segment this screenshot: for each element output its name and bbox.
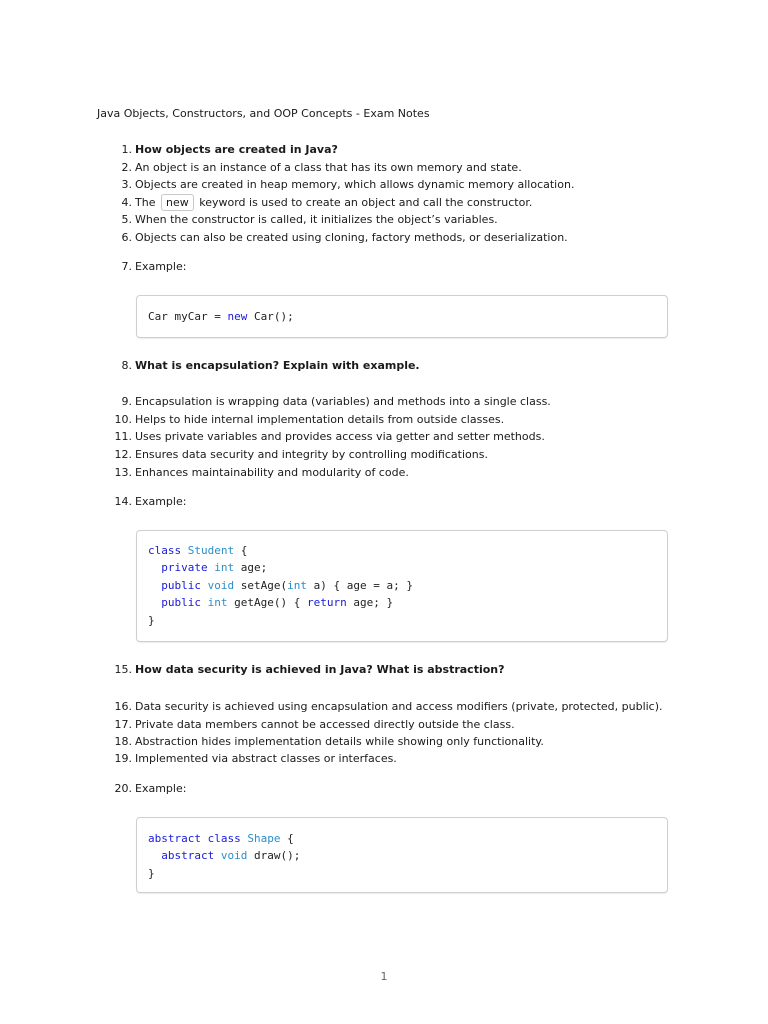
code-token: setAge(	[234, 579, 288, 592]
code-keyword: public	[161, 596, 201, 609]
code-token: age;	[234, 561, 268, 574]
item-number: 6.	[121, 231, 132, 244]
code-line	[148, 594, 393, 611]
item-text: Private data members cannot be accessed directly outside the class.	[135, 718, 515, 731]
code-line	[148, 559, 267, 576]
code-type: Student	[187, 544, 235, 557]
code-indent	[148, 596, 161, 609]
code-line	[148, 577, 413, 594]
code-keyword: class	[148, 544, 182, 557]
item-text: Helps to hide internal implementation details from outside classes.	[135, 413, 505, 426]
item-number: 18.	[114, 735, 132, 748]
code-keyword: abstract	[161, 849, 215, 862]
code-token: }	[148, 867, 155, 880]
item-number: 20.	[114, 782, 132, 795]
code-token	[201, 832, 208, 845]
code-token: Car();	[247, 310, 294, 323]
item-text: An object is an instance of a class that has its own memory and state.	[135, 161, 522, 174]
item-text: Objects are created in heap memory, which allows dynamic memory allocation.	[135, 178, 575, 191]
code-indent	[148, 579, 161, 592]
item-text: When the constructor is called, it initializes the object’s variables.	[135, 213, 498, 226]
code-token	[201, 596, 208, 609]
code-line	[148, 612, 155, 629]
question-heading: How data security is achieved in Java? What is abstraction?	[135, 663, 505, 676]
code-keyword: public	[161, 579, 201, 592]
item-text-pre: The	[135, 196, 156, 209]
item-text: Encapsulation is wrapping data (variables) and methods into a single class.	[135, 395, 551, 408]
page-number: 1	[380, 970, 388, 983]
item-text: Enhances maintainability and modularity of code.	[135, 466, 409, 479]
item-text: Example:	[135, 782, 187, 795]
item-number: 2.	[121, 161, 132, 174]
code-type: int	[287, 579, 307, 592]
code-token	[181, 544, 188, 557]
item-number: 1.	[121, 143, 132, 156]
code-keyword: private	[161, 561, 208, 574]
question-heading: What is encapsulation? Explain with example.	[135, 359, 420, 372]
item-number: 10.	[114, 413, 132, 426]
code-keyword: abstract	[148, 832, 201, 845]
code-token	[201, 579, 208, 592]
item-text-post: keyword is used to create an object and call the constructor.	[199, 196, 533, 209]
item-number: 8.	[121, 359, 132, 372]
code-type: void	[207, 579, 235, 592]
code-type: int	[214, 561, 235, 574]
code-token: a) { age = a; }	[306, 579, 413, 592]
item-number: 11.	[114, 430, 132, 443]
item-number: 4.	[121, 196, 132, 209]
item-text: Example:	[135, 260, 187, 273]
item-number: 3.	[121, 178, 132, 191]
code-token: Car myCar =	[148, 310, 228, 323]
code-line	[148, 847, 300, 864]
code-token: getAge() {	[227, 596, 307, 609]
item-number: 13.	[114, 466, 132, 479]
item-number: 14.	[114, 495, 132, 508]
item-number: 12.	[114, 448, 132, 461]
item-number: 19.	[114, 752, 132, 765]
item-number: 9.	[121, 395, 132, 408]
item-text: Objects can also be created using cloning, factory methods, or deserialization.	[135, 231, 568, 244]
code-block-shape	[136, 817, 668, 893]
item-text: Example:	[135, 495, 187, 508]
code-keyword: class	[207, 832, 241, 845]
item-text: Data security is achieved using encapsulation and access modifiers (private, protected, public).	[135, 700, 663, 713]
code-keyword: new	[227, 310, 248, 323]
code-indent	[148, 849, 161, 862]
document-title: Java Objects, Constructors, and OOP Concepts - Exam Notes	[97, 107, 430, 120]
item-number: 16.	[114, 700, 132, 713]
code-keyword: return	[306, 596, 347, 609]
code-line	[148, 865, 155, 882]
code-token: {	[280, 832, 294, 845]
item-number: 5.	[121, 213, 132, 226]
code-type: Shape	[247, 832, 281, 845]
item-text: Implemented via abstract classes or interfaces.	[135, 752, 397, 765]
item-number: 17.	[114, 718, 132, 731]
code-block-car	[136, 295, 668, 338]
item-number: 15.	[114, 663, 132, 676]
item-text: Abstraction hides implementation details while showing only functionality.	[135, 735, 544, 748]
code-token: draw();	[247, 849, 301, 862]
code-token: {	[234, 544, 248, 557]
code-block-student	[136, 530, 668, 642]
inline-code-new: new	[161, 194, 194, 211]
code-line	[148, 542, 247, 559]
item-text: Uses private variables and provides access via getter and setter methods.	[135, 430, 545, 443]
code-type: void	[220, 849, 248, 862]
item-number: 7.	[121, 260, 132, 273]
code-line	[148, 830, 294, 847]
question-heading: How objects are created in Java?	[135, 143, 338, 156]
code-token	[214, 849, 221, 862]
code-token: }	[148, 614, 155, 627]
item-text	[135, 194, 532, 211]
code-token: age; }	[346, 596, 394, 609]
code-indent	[148, 561, 161, 574]
code-type: int	[207, 596, 228, 609]
code-line	[148, 308, 294, 325]
item-text: Ensures data security and integrity by controlling modifications.	[135, 448, 488, 461]
